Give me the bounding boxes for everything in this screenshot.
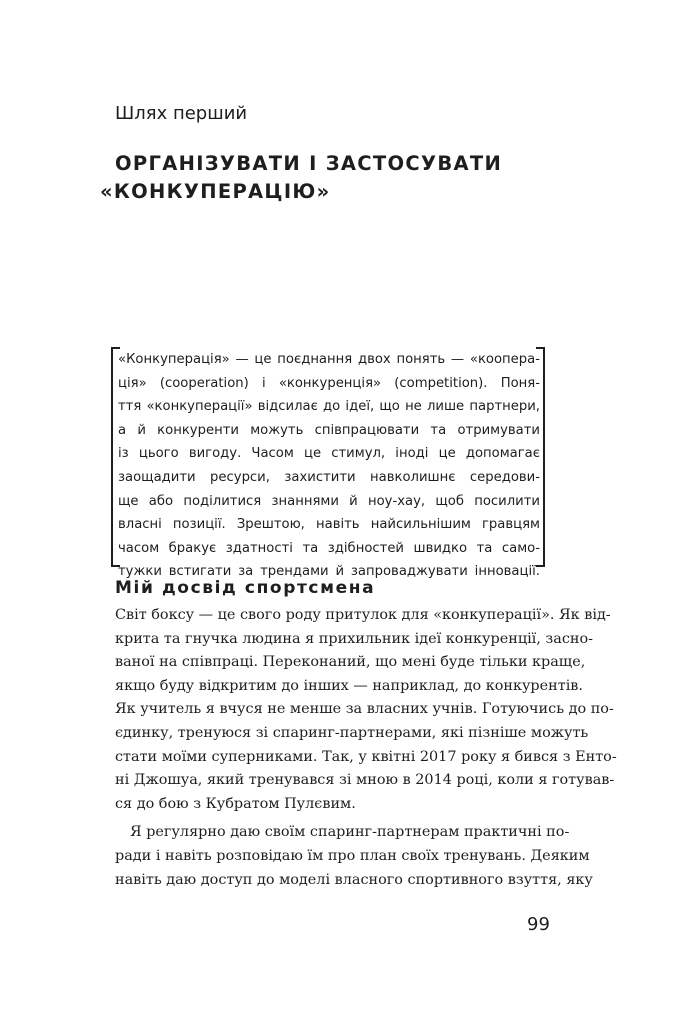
body-line: навіть даю доступ до моделі власного спортивного взуття, яку: [115, 871, 593, 888]
callout-line: ція» (cooperation) і «конкуренція» (competition). Поня-: [118, 375, 540, 391]
callout-line: із цього вигоду. Часом це стимул, іноді це допомагає: [118, 446, 540, 462]
body-line: ся до бою з Кубратом Пулєвим.: [115, 795, 356, 812]
paragraph-1: [115, 604, 617, 816]
chapter-title-line-1: ОРГАНІЗУВАТИ І ЗАСТОСУВАТИ: [115, 152, 503, 175]
callout-line: тужки встигати за трендами й запроваджувати інновації.: [118, 564, 540, 580]
body-line: Як учитель я вчуся не менше за власних учнів. Готуючись до по-: [115, 701, 614, 718]
body-line: стати моїми суперниками. Так, у квітні 2017 року я бився з Енто-: [115, 748, 617, 765]
paragraph-2: [115, 821, 593, 892]
body-line: ваної на співпраці. Переконаний, що мені буде тільки краще,: [115, 654, 586, 671]
body-line: ні Джошуа, який тренувався зі мною в 2014 році, коли я готував-: [115, 772, 615, 789]
body-text: [115, 604, 617, 892]
body-line: єдинку, тренуюся зі спаринг-партнерами, які пізніше можуть: [115, 724, 589, 741]
body-line: якщо буду відкритим до інших — наприклад, до конкурентів.: [115, 677, 583, 694]
body-line: крита та гнучка людина я прихильник ідеї конкуренції, засно-: [115, 630, 594, 647]
section-heading: Мій досвід спортсмена: [115, 578, 376, 598]
chapter-title-line-2: «КОНКУПЕРАЦІЮ»: [100, 180, 331, 203]
definition-callout: [111, 347, 545, 580]
part-label: Шлях перший: [115, 103, 248, 124]
body-line: Я регулярно даю своїм спаринг-партнерам практичні по-: [130, 824, 570, 841]
callout-line: «Конкуперація» — це поєднання двох понять — «коопера-: [118, 352, 540, 367]
callout-text: [118, 347, 540, 584]
callout-line: ще або поділитися знаннями й ноу-хау, щоб посилити: [118, 493, 540, 509]
callout-line: часом бракує здатності та здібностей швидко та само-: [118, 540, 540, 556]
body-line: ради і навіть розповідаю їм про план своїх тренувань. Деяким: [115, 847, 590, 864]
callout-line: ття «конкуперації» відсилає до ідеї, що не лише партнери,: [118, 399, 540, 415]
callout-line: заощадити ресурси, захистити навколишнє середови-: [118, 469, 540, 485]
callout-line: а й конкуренти можуть співпрацювати та отримувати: [118, 422, 540, 438]
callout-line: власні позиції. Зрештою, навіть найсильнішим гравцям: [118, 517, 540, 533]
body-line: Світ боксу — це свого роду притулок для «конкуперації». Як від-: [115, 607, 611, 623]
chapter-title: [100, 150, 580, 206]
page-number: 99: [527, 914, 550, 935]
